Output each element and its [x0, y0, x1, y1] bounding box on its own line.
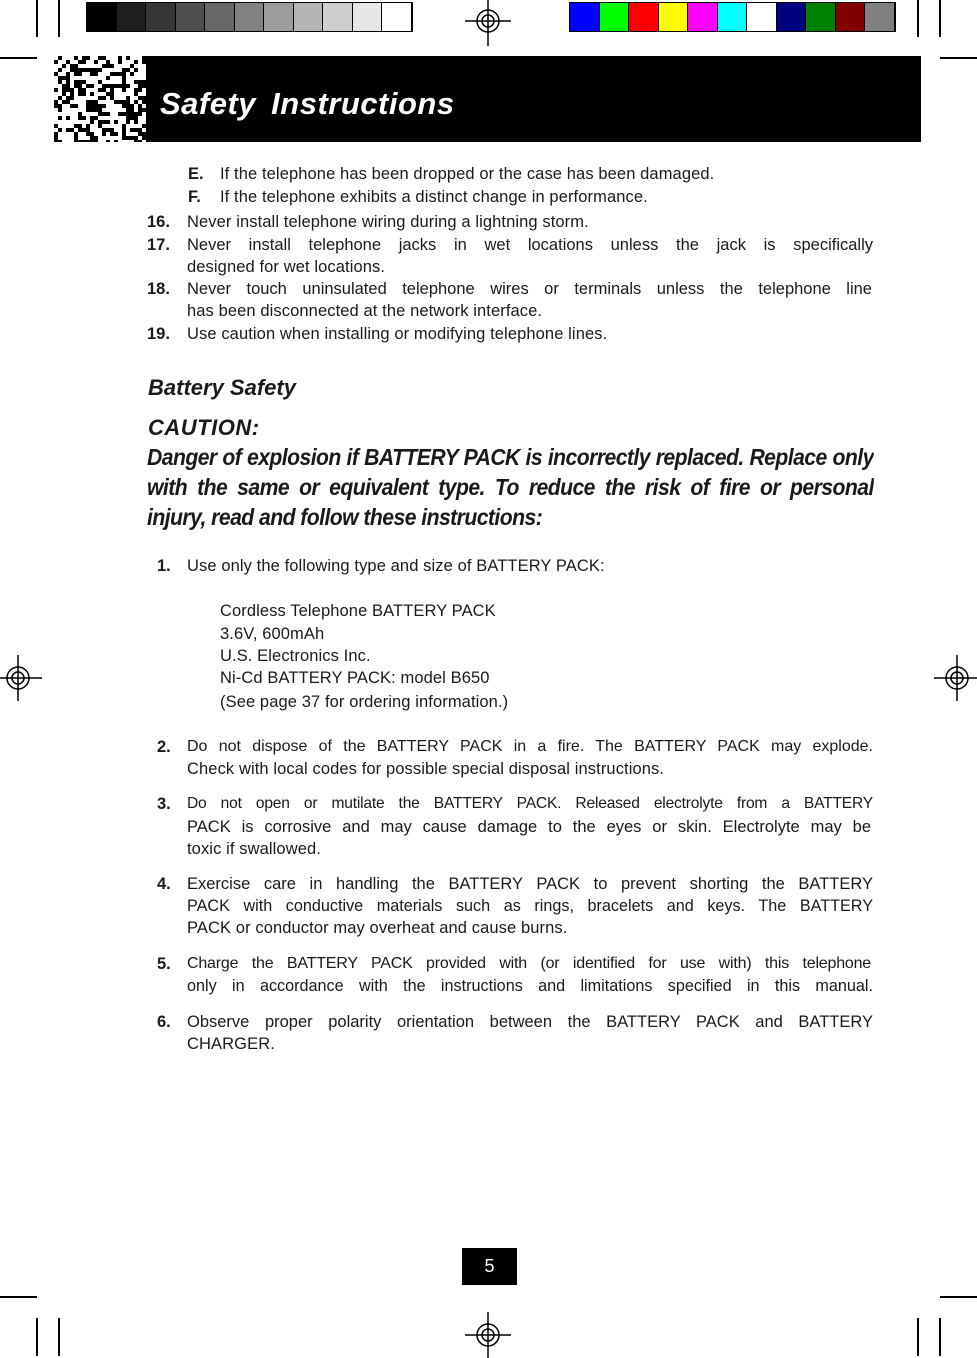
color-calibration-bar: [569, 2, 896, 32]
battery-spec-line: Cordless Telephone BATTERY PACK: [220, 602, 496, 620]
color-swatch: [806, 3, 836, 31]
crop-mark: [917, 1318, 919, 1356]
color-swatch: [688, 3, 718, 31]
color-swatch: [865, 3, 895, 31]
list-item-text: PACK with conductive materials such as rings, bracelets and keys. The BATTERY: [187, 897, 873, 915]
list-marker: 4.: [157, 875, 171, 893]
list-item-text: If the telephone exhibits a distinct change in performance.: [220, 188, 648, 206]
color-swatch: [176, 3, 206, 31]
registration-mark-icon: [465, 0, 511, 46]
crop-mark: [58, 0, 60, 37]
list-item-text: PACK is corrosive and may cause damage to the eyes or skin. Electrolyte may be: [187, 818, 871, 836]
section-heading: Battery Safety: [148, 375, 296, 400]
caution-warning: [147, 442, 874, 532]
list-marker: 1.: [157, 557, 171, 575]
page-title: Safety Instructions: [160, 86, 455, 121]
list-item-text: Charge the BATTERY PACK provided with (or identified for use with) this telephone: [187, 955, 871, 972]
color-swatch: [323, 3, 353, 31]
registration-mark-icon: [0, 655, 42, 701]
color-swatch: [235, 3, 265, 31]
list-item-text: Observe proper polarity orientation between the BATTERY PACK and BATTERY: [187, 1013, 873, 1031]
color-swatch: [836, 3, 866, 31]
list-item-text: Check with local codes for possible special disposal instructions.: [187, 760, 665, 778]
list-marker: 19.: [147, 325, 170, 343]
color-swatch: [117, 3, 147, 31]
registration-mark-icon: [465, 1312, 511, 1358]
list-marker: F.: [188, 188, 201, 206]
list-item-text: Use caution when installing or modifying telephone lines.: [187, 325, 608, 343]
crop-mark: [36, 1318, 38, 1356]
crop-mark: [939, 0, 941, 37]
crop-mark: [939, 1318, 941, 1356]
color-swatch: [87, 3, 117, 31]
color-swatch: [570, 3, 600, 31]
battery-spec-line: Ni-Cd BATTERY PACK: model B650: [220, 669, 490, 687]
color-swatch: [600, 3, 630, 31]
warning-line: injury, read and follow these instructions:: [147, 504, 543, 530]
list-item-text: Use only the following type and size of BATTERY PACK:: [187, 557, 605, 575]
list-marker: 17.: [147, 236, 170, 254]
battery-spec-line: 3.6V, 600mAh: [220, 625, 325, 643]
list-marker: 3.: [157, 795, 171, 813]
color-swatch: [382, 3, 412, 31]
color-swatch: [659, 3, 689, 31]
list-item-text: Never install telephone wiring during a lightning storm.: [187, 213, 589, 231]
caution-label: CAUTION:: [148, 415, 260, 440]
list-marker: E.: [188, 165, 204, 183]
list-item-text: Never touch uninsulated telephone wires or terminals unless the telephone line: [187, 280, 872, 298]
color-swatch: [264, 3, 294, 31]
list-item-text: Never install telephone jacks in wet locations unless the jack is specifically: [187, 236, 873, 254]
header-pattern-icon: [54, 56, 146, 142]
list-marker: 18.: [147, 280, 170, 298]
color-swatch: [205, 3, 235, 31]
color-swatch: [718, 3, 748, 31]
crop-mark: [36, 0, 38, 37]
battery-spec-line: U.S. Electronics Inc.: [220, 647, 371, 665]
grayscale-calibration-bar: [86, 2, 413, 32]
crop-mark: [917, 0, 919, 37]
list-item-text: CHARGER.: [187, 1035, 275, 1053]
color-swatch: [747, 3, 777, 31]
list-item-text: toxic if swallowed.: [187, 840, 321, 858]
warning-line: with the same or equivalent type. To reduce the risk of fire or personal: [147, 474, 874, 500]
list-marker: 6.: [157, 1013, 171, 1031]
registration-mark-icon: [934, 655, 977, 701]
list-item-text: only in accordance with the instructions and limitations specified in this manual.: [187, 977, 873, 995]
color-swatch: [629, 3, 659, 31]
battery-spec-line: (See page 37 for ordering information.): [220, 693, 509, 711]
list-item-text: If the telephone has been dropped or the case has been damaged.: [220, 165, 715, 183]
crop-mark: [58, 1318, 60, 1356]
crop-mark: [940, 57, 977, 59]
list-item-text: has been disconnected at the network interface.: [187, 302, 543, 320]
crop-mark: [0, 1296, 37, 1298]
list-item-text: PACK or conductor may overheat and cause burns.: [187, 919, 568, 937]
crop-mark: [0, 57, 37, 59]
list-item-text: Do not dispose of the BATTERY PACK in a fire. The BATTERY PACK may explode.: [187, 738, 873, 755]
list-marker: 5.: [157, 955, 171, 973]
page-number: 5: [462, 1248, 517, 1285]
list-item-text: Do not open or mutilate the BATTERY PACK. Released electrolyte from a BATTERY: [187, 795, 873, 812]
color-swatch: [777, 3, 807, 31]
warning-line: Danger of explosion if BATTERY PACK is incorrectly replaced. Replace only: [147, 444, 874, 470]
color-swatch: [353, 3, 383, 31]
crop-mark: [940, 1296, 977, 1298]
color-swatch: [294, 3, 324, 31]
list-item-text: Exercise care in handling the BATTERY PACK to prevent shorting the BATTERY: [187, 875, 873, 893]
list-marker: 2.: [157, 738, 171, 756]
list-item-text: designed for wet locations.: [187, 258, 386, 276]
color-swatch: [146, 3, 176, 31]
list-marker: 16.: [147, 213, 170, 231]
